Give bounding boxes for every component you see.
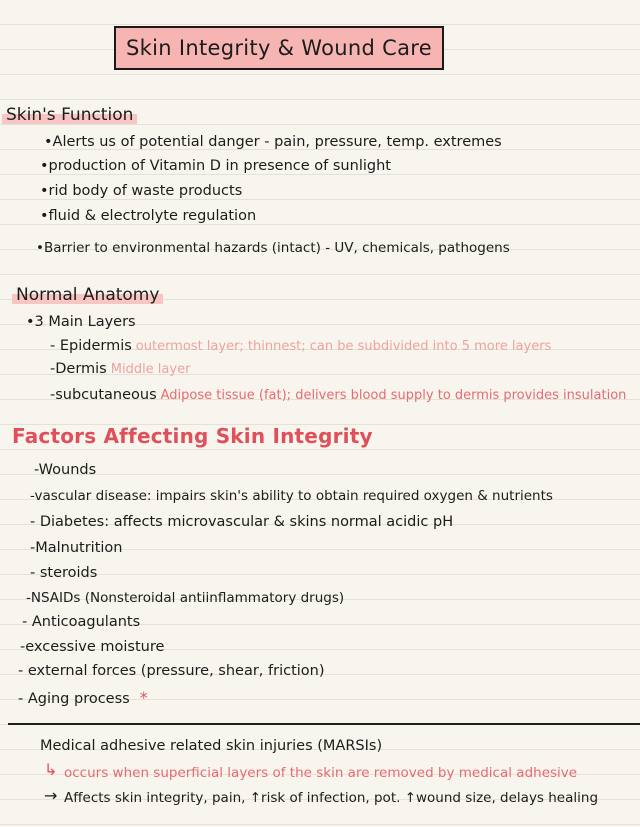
layer-note-extra: provides insulation — [503, 388, 627, 403]
list-item-label: - Aging process — [18, 691, 130, 707]
list-item: •fluid & electrolyte regulation — [40, 208, 257, 224]
star-icon: * — [139, 688, 148, 707]
list-item: - steroids — [30, 565, 98, 581]
list-item: - Diabetes: affects microvascular & skins normal acidic pH — [30, 514, 454, 530]
marsi-note: occurs when superficial layers of the skin are removed by medical adhesive — [64, 765, 578, 781]
layer-epidermis — [50, 338, 551, 354]
page-title: Skin Integrity & Wound Care — [114, 26, 444, 70]
list-item-aging — [18, 688, 148, 707]
list-item: -NSAIDs (Nonsteroidal antiinflammatory drugs) — [26, 590, 345, 606]
list-item: - external forces (pressure, shear, friction) — [18, 663, 325, 679]
layers-label: •3 Main Layers — [26, 314, 136, 330]
layer-name: -subcutaneous — [50, 387, 157, 403]
list-item: - Anticoagulants — [22, 614, 141, 630]
layer-note: Adipose tissue (fat); delivers blood supply to dermis — [160, 388, 500, 403]
section-heading-skin-function: Skin's Function — [2, 105, 137, 125]
layer-note: Middle layer — [110, 362, 191, 377]
arrow-right-icon: → — [44, 786, 58, 805]
list-item: -vascular disease: impairs skin's ability to obtain required oxygen & nutrients — [30, 488, 553, 504]
list-item: •rid body of waste products — [40, 183, 243, 199]
layer-name: -Dermis — [50, 361, 107, 377]
layer-subcutaneous — [50, 387, 626, 403]
list-item: •Alerts us of potential danger - pain, pressure, temp. extremes — [44, 134, 502, 150]
list-item: •Barrier to environmental hazards (intact) - UV, chemicals, pathogens — [36, 240, 510, 256]
arrow-return-icon: ↳ — [44, 760, 58, 779]
layer-dermis — [50, 361, 190, 377]
marsi-title: Medical adhesive related skin injuries (MARSIs) — [40, 738, 383, 754]
list-item: •production of Vitamin D in presence of sunlight — [40, 158, 391, 174]
list-item: -excessive moisture — [20, 639, 165, 655]
list-item: -Wounds — [34, 462, 97, 478]
layer-note: outermost layer; thinnest; can be subdivided into 5 more layers — [135, 339, 552, 354]
layer-name: - Epidermis — [50, 338, 132, 354]
marsi-detail: Affects skin integrity, pain, ↑risk of infection, pot. ↑wound size, delays healing — [64, 790, 599, 806]
section-heading-normal-anatomy: Normal Anatomy — [12, 285, 163, 305]
section-heading-factors: Factors Affecting Skin Integrity — [12, 424, 373, 448]
divider — [8, 723, 640, 725]
list-item: -Malnutrition — [30, 540, 123, 556]
